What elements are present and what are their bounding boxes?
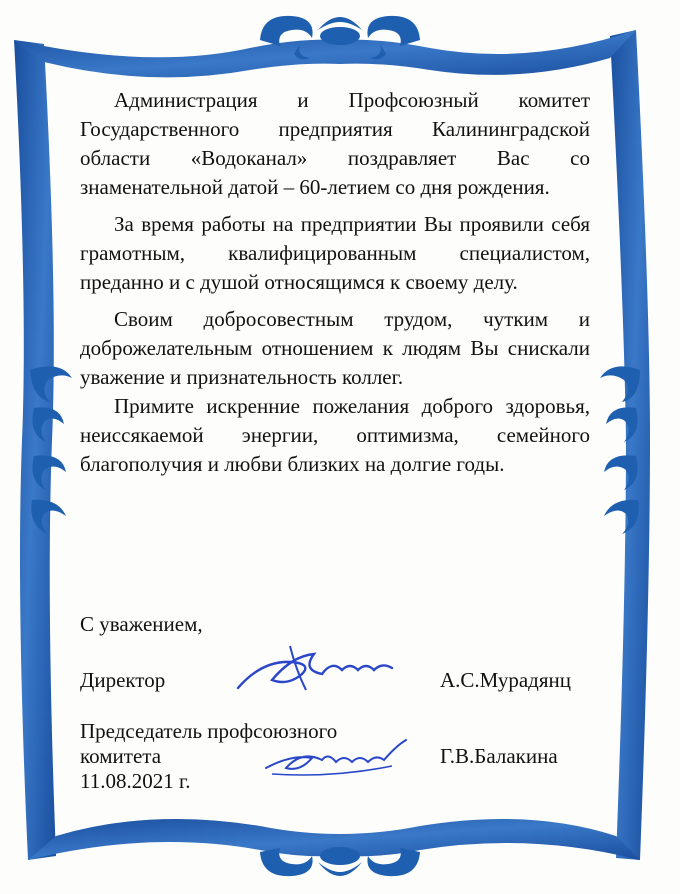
frame-left-band — [14, 40, 56, 860]
paragraph-wishes: Примите искренние пожелания доброго здоровья, неиссякаемой энергии, оптимизма, семейного благополучия и любви близких на долгие годы. — [80, 394, 590, 476]
paragraph-greeting: Администрация и Профсоюзный комитет Государственного предприятия Калининградской области «Водоканал» поздравляет Вас со знаменательной датой – 60-летием со дня рождения. — [80, 88, 590, 199]
paragraph-respect: Своим добросовестным трудом, чутким и доброжелательным отношением к людям Вы снискали уважение и признательность коллег. — [80, 307, 590, 389]
director-name: А.С.Мурадянц — [440, 668, 571, 692]
paragraph-work: За время работы на предприятии Вы проявили себя грамотным, квалифицированным специалистом, преданно и с душой относящимся к своему делу. — [80, 212, 590, 294]
letter-body — [80, 86, 590, 487]
frame-right-band — [610, 30, 650, 860]
chair-name: Г.В.Балакина — [440, 744, 558, 768]
chair-title-line1: Председатель профсоюзного — [80, 719, 338, 743]
director-title: Директор — [80, 668, 166, 692]
closing-salutation: С уважением, — [80, 612, 203, 636]
letter-date: 11.08.2021 г. — [80, 769, 191, 793]
director-signature — [232, 640, 402, 696]
chair-signature — [262, 732, 412, 782]
chair-title-line2: комитета — [80, 744, 162, 768]
